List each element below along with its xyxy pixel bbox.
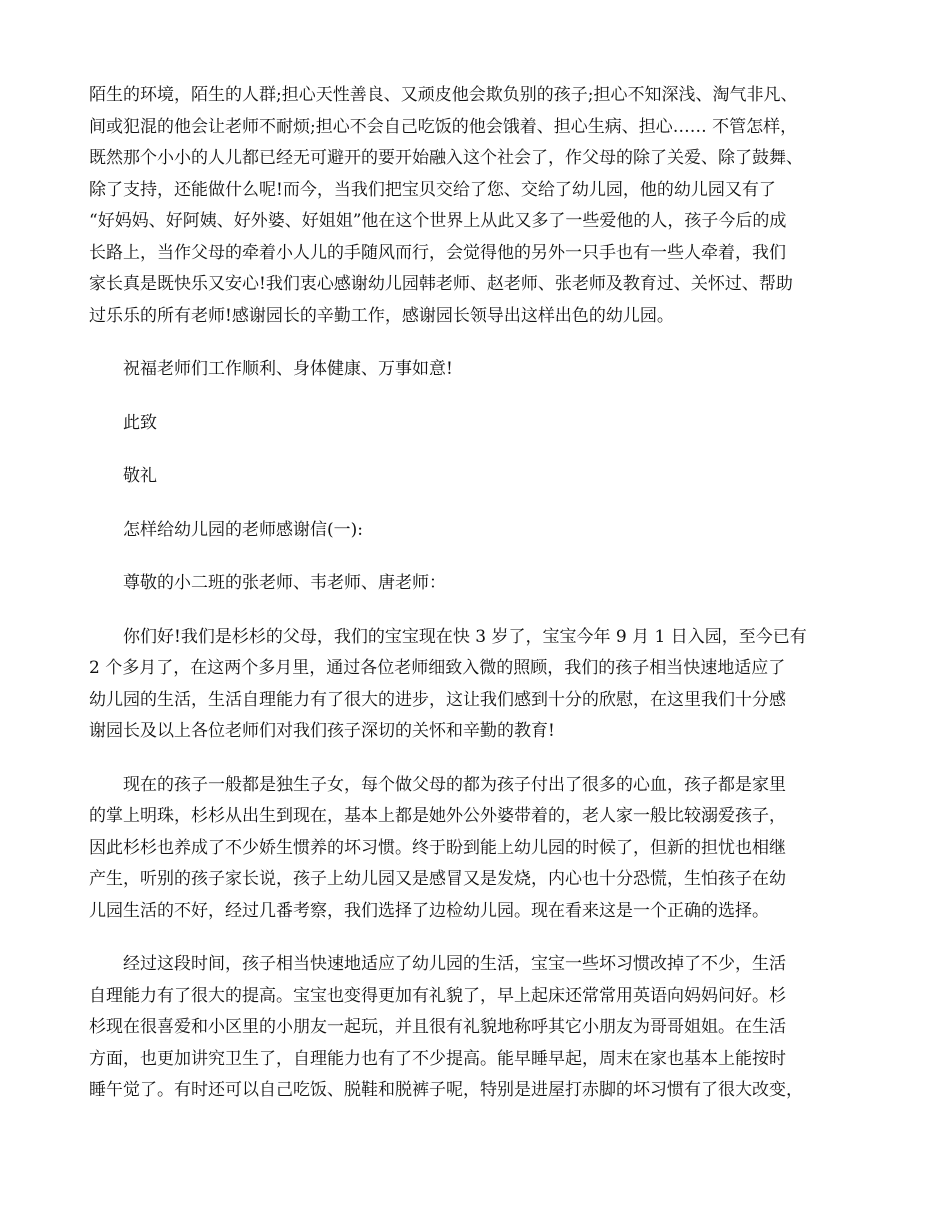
text-line: 间或犯混的他会让老师不耐烦;担心不会自己吃饭的他会饿着、担心生病、担心…… 不管怎样， [89, 116, 798, 137]
closing-line: 敬礼 [123, 466, 157, 486]
paragraph-spacer [89, 927, 864, 949]
text-line: 2 个多月了，在这两个多月里，通过各位老师细致入微的照顾，我们的孩子相当快速地适应了 [89, 658, 786, 678]
text-line: 你们好!我们是杉杉的父母，我们的宝宝现在快 3 岁了，宝宝今年 9 月 1 日入园，至今已有 [123, 626, 807, 647]
text-line: 谢园长及以上各位老师们对我们孩子深切的关怀和辛勤的教育! [89, 721, 555, 741]
paragraph-spacer [89, 439, 864, 461]
text-line: 陌生的环境，陌生的人群;担心天性善良、又顽皮他会欺负别的孩子;担心不知深浅、淘气非凡、 [89, 85, 798, 105]
paragraph-spacer [89, 546, 864, 568]
text-line: 经过这段时间，孩子相当快速地适应了幼儿园的生活，宝宝一些坏习惯改掉了不少，生活 [123, 954, 786, 974]
text-line: 自理能力有了很大的提高。宝宝也变得更加有礼貌了，早上起床还常常用英语向妈妈问好。杉 [89, 985, 786, 1006]
text-line: 长路上，当作父母的牵着小人儿的手随风而行，会觉得他的另外一只手也有一些人牵着，我们 [89, 242, 786, 263]
paragraph-spacer [89, 386, 864, 408]
text-line: 儿园生活的不好，经过几番考察，我们选择了边检幼儿园。现在看来这是一个正确的选择。 [89, 900, 769, 921]
text-line: 过乐乐的所有老师!感谢园长的辛勤工作，感谢园长领导出这样出色的幼儿园。 [89, 305, 674, 326]
text-line: “好妈妈、好阿姨、好外婆、好姐姐”他在这个世界上从此又多了一些爱他的人，孩子今后的成 [89, 211, 787, 231]
document-body [89, 80, 864, 1107]
text-line: 因此杉杉也养成了不少娇生惯养的坏习惯。终于盼到能上幼儿园的时候了，但新的担忧也相继 [89, 837, 786, 858]
text-line: 家长真是既快乐又安心!我们衷心感谢幼儿园韩老师、赵老师、张老师及教育过、关怀过、帮助 [89, 274, 793, 294]
paragraph-spacer [89, 332, 864, 354]
text-line: 杉现在很喜爱和小区里的小朋友一起玩，并且很有礼貌地称呼其它小朋友为哥哥姐姐。在生活 [89, 1017, 786, 1037]
text-line: 既然那个小小的人儿都已经无可避开的要开始融入这个社会了，作父母的除了关爱、除了鼓舞、 [89, 148, 803, 168]
text-line: 幼儿园的生活，生活自理能力有了很大的进步，这让我们感到十分的欣慰，在这里我们十分感 [89, 689, 786, 710]
paragraph-spacer [89, 493, 864, 515]
text-line: 除了支持，还能做什么呢!而今，当我们把宝贝交给了您、交给了幼儿园，他的幼儿园又有了 [89, 179, 776, 200]
paragraph-spacer [89, 600, 864, 622]
paragraph-progress [89, 949, 864, 1107]
text-line: 产生，听别的孩子家长说，孩子上幼儿园又是感冒又是发烧，内心也十分恐慌，生怕孩子在幼 [89, 869, 786, 889]
paragraph-background [89, 770, 864, 928]
text-line: 的掌上明珠，杉杉从出生到现在，基本上都是她外公外婆带着的，老人家一般比较溺爱孩子， [89, 806, 786, 826]
paragraph-spacer [89, 748, 864, 770]
text-line: 方面，也更加讲究卫生了，自理能力也有了不少提高。能早睡早起，周末在家也基本上能按时 [89, 1048, 786, 1069]
closing-line: 此致 [123, 412, 157, 433]
paragraph-worries [89, 80, 864, 332]
text-line: 现在的孩子一般都是独生子女，每个做父母的都为孩子付出了很多的心血，孩子都是家里 [123, 774, 786, 795]
wish-line: 祝福老师们工作顺利、身体健康、万事如意! [123, 359, 453, 379]
text-line: 睡午觉了。有时还可以自己吃饭、脱鞋和脱裤子呢，特别是进屋打赤脚的坏习惯有了很大改变， [89, 1080, 803, 1100]
paragraph-greeting [89, 622, 864, 748]
salutation-line: 尊敬的小二班的张老师、韦老师、唐老师： [123, 573, 446, 593]
letter-heading: 怎样给幼儿园的老师感谢信(一): [123, 519, 363, 540]
